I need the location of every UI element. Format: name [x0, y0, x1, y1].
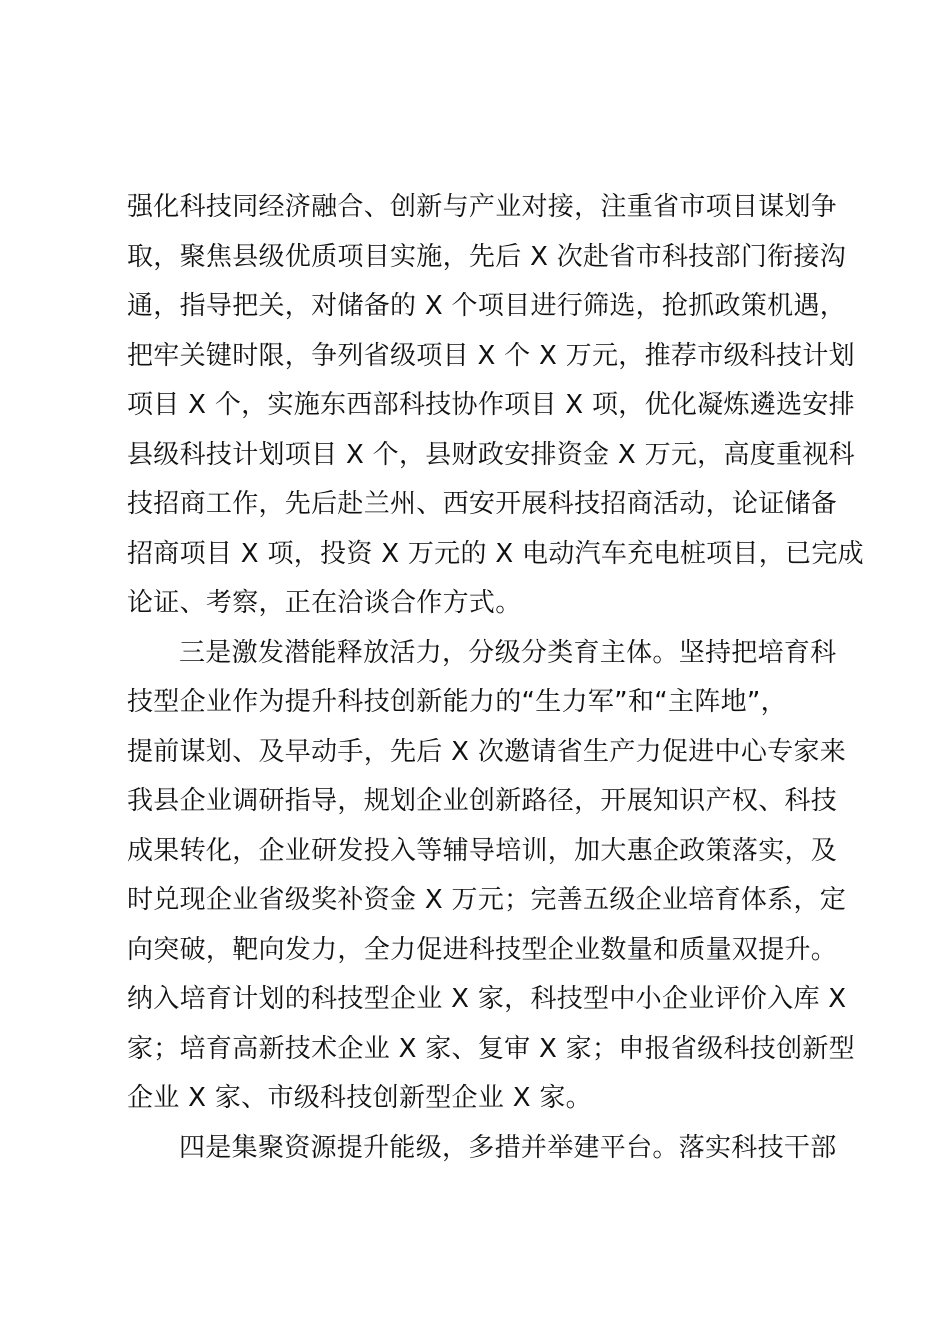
- text-line: 强化科技同经济融合、创新与产业对接，注重省市项目谋划争: [127, 192, 838, 222]
- text-line: 向突破，靶向发力，全力促进科技型企业数量和质量双提升。: [127, 934, 838, 965]
- text-line: 技招商工作，先后赴兰州、西安开展科技招商活动，论证储备: [127, 489, 838, 519]
- text-line: 我县企业调研指导，规划企业创新路径，开展知识产权、科技: [127, 786, 838, 816]
- text-line: 时兑现企业省级奖补资金 X 万元；完善五级企业培育体系，定: [127, 885, 847, 915]
- text-line: 招商项目 X 项，投资 X 万元的 X 电动汽车充电桩项目，已完成: [127, 538, 864, 569]
- text-line: 成果转化，企业研发投入等辅导培训，加大惠企政策落实，及: [127, 835, 838, 866]
- text-line: 通，指导把关，对储备的 X 个项目进行筛选，抢抓政策机遇，: [127, 291, 847, 321]
- text-line: 纳入培育计划的科技型企业 X 家，科技型中小企业评价入库 X: [127, 984, 847, 1014]
- text-line: 企业 X 家、市级科技创新型企业 X 家。: [127, 1083, 592, 1113]
- text-line: 把牢关键时限，争列省级项目 X 个 X 万元，推荐市级科技计划: [127, 340, 855, 371]
- text-line: 技型企业作为提升科技创新能力的“生力军”和“主阵地”，: [127, 687, 787, 717]
- text-line: 论证、考察，正在洽谈合作方式。: [127, 588, 522, 618]
- text-line: 家；培育高新技术企业 X 家、复审 X 家；申报省级科技创新型: [127, 1033, 855, 1064]
- text-line: 三是激发潜能释放活力，分级分类育主体。坚持把培育科: [179, 637, 837, 668]
- body-text: [127, 183, 864, 1173]
- text-line: 提前谋划、及早动手，先后 X 次邀请省生产力促进中心专家来: [127, 736, 847, 767]
- text-line: 县级科技计划项目 X 个，县财政安排资金 X 万元，高度重视科: [127, 439, 855, 470]
- text-line: 取，聚焦县级优质项目实施，先后 X 次赴省市科技部门衔接沟: [127, 241, 847, 272]
- text-line: 四是集聚资源提升能级，多措并举建平台。落实科技干部: [179, 1132, 837, 1163]
- text-line: 项目 X 个，实施东西部科技协作项目 X 项，优化凝炼遴选安排: [127, 390, 855, 420]
